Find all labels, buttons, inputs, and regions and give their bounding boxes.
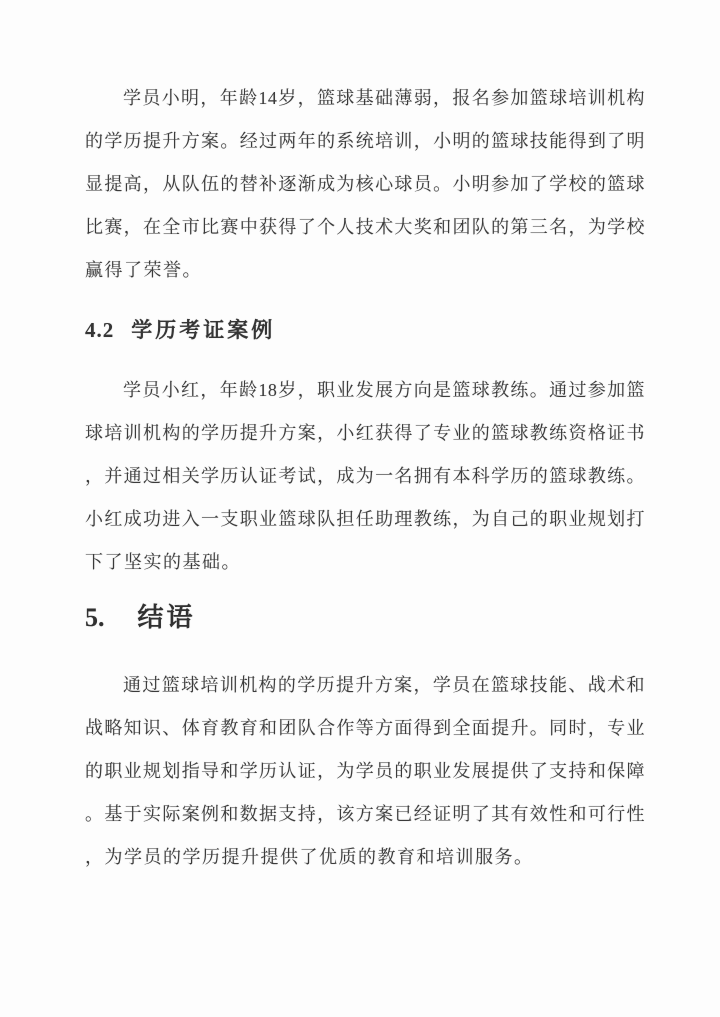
text-line: 学员小明，年龄14岁，篮球基础薄弱，报名参加篮球培训机构: [123, 88, 645, 108]
text-line: ，并通过相关学历认证考试，成为一名拥有本科学历的篮球教练。: [85, 466, 645, 486]
text-line: 显提高，从队伍的替补逐渐成为核心球员。小明参加了学校的篮球: [85, 174, 645, 194]
case-paragraph-xiaohong: [85, 369, 645, 584]
conclusion-paragraph: [85, 664, 645, 879]
case-paragraph-xiaoming: [85, 77, 645, 292]
section-number: 4.2: [85, 318, 115, 342]
text-line: 战略知识、体育教育和团队合作等方面得到全面提升。同时，专业: [85, 718, 645, 738]
section-title: 学历考证案例: [131, 318, 276, 342]
section-title: 结语: [137, 603, 196, 632]
text-line: 小红成功进入一支职业篮球队担任助理教练，为自己的职业规划打: [85, 509, 645, 529]
text-line: 赢得了荣誉。: [85, 260, 202, 280]
text-line: ，为学员的学历提升提供了优质的教育和培训服务。: [85, 847, 534, 867]
text-line: 球培训机构的学历提升方案，小红获得了专业的篮球教练资格证书: [85, 423, 645, 443]
text-line: 通过篮球培训机构的学历提升方案，学员在篮球技能、战术和: [123, 675, 645, 695]
text-line: 学员小红，年龄18岁，职业发展方向是篮球教练。通过参加篮: [123, 380, 645, 400]
text-line: 。基于实际案例和数据支持，该方案已经证明了其有效性和可行性: [85, 804, 645, 824]
section-heading-5: [85, 600, 645, 636]
text-line: 下了坚实的基础。: [85, 552, 241, 572]
section-number: 5.: [85, 603, 105, 632]
section-heading-4-2: [85, 315, 645, 345]
text-line: 的学历提升方案。经过两年的系统培训，小明的篮球技能得到了明: [85, 131, 645, 151]
text-line: 的职业规划指导和学历认证，为学员的职业发展提供了支持和保障: [85, 761, 645, 781]
text-line: 比赛，在全市比赛中获得了个人技术大奖和团队的第三名，为学校: [85, 217, 645, 237]
